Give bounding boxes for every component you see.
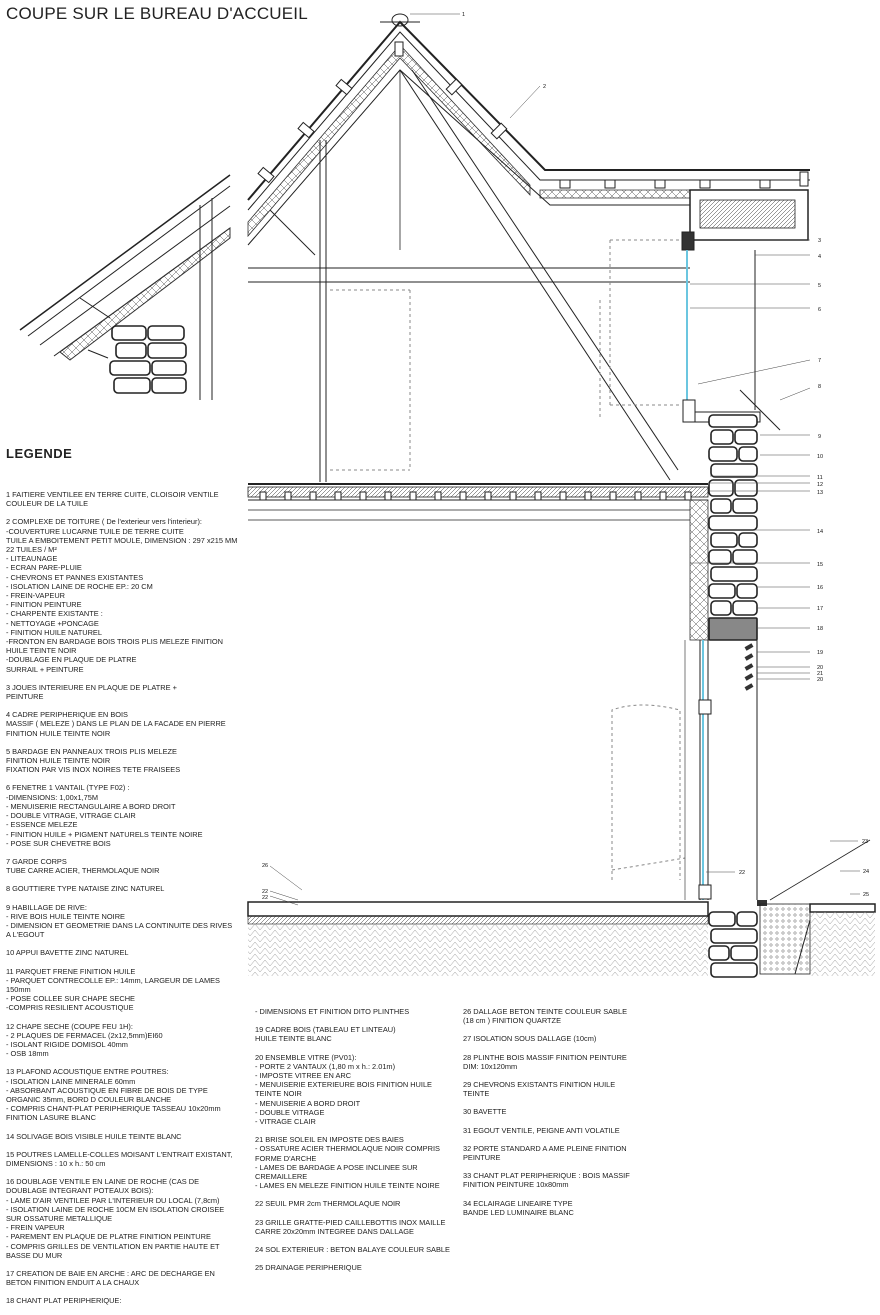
legend-item: 4 CADRE PERIPHERIQUE EN BOIS MASSIF ( MELEZE ) DANS LE PLAN DE LA FACADE EN PIERRE FINITION HUILE TEINTE NOIR [6,710,226,738]
callout-26: 26 [262,863,269,869]
callout-20a: 20 [817,665,824,671]
callout-15: 15 [817,562,824,568]
legend-item: 11 PARQUET FRENE FINITION HUILE - PARQUET CONTRECOLLE EP.: 14mm, LARGEUR DE LAMES 150mm - POSE COLLEE SUR CHAPE SECHE -COMPRIS RESILIENT ACOUSTIQUE [6,966,220,1013]
legend-item: 23 GRILLE GRATTE-PIED CAILLEBOTTIS INOX MAILLE CARRE 20x20mm INTEGREE DANS DALLAGE [255,1217,446,1236]
legend-item: 30 BAVETTE [463,1107,507,1117]
stone-wall-left [110,326,186,393]
callout-8: 8 [818,384,822,390]
legend-item: 5 BARDAGE EN PANNEAUX TROIS PLIS MELEZE FINITION HUILE TEINTE NOIR FIXATION PAR VIS INOX NOIRES TETE FRAISEES [6,746,181,775]
callout-17: 17 [817,606,824,612]
callout-19: 19 [817,650,824,656]
wall-lining [690,500,708,640]
ground-glazing [612,640,757,900]
leader-lines [270,14,860,905]
legend-item: - DIMENSIONS ET FINITION DITO PLINTHES [255,1007,410,1016]
legend-item: 13 PLAFOND ACOUSTIQUE ENTRE POUTRES: - ISOLATION LAINE MINERALE 60mm - ABSORBANT ACOUSTIQUE EN FIBRE DE BOIS DE TYPE ORGANIC 35mm, BORD D COULEUR BLANCHE - COMPRIS CHANT-PLAT PERIPHERIQUE TASSEAU 10x20mm FINITION LASURE BLANC [6,1067,221,1123]
callout-20b: 20 [817,677,824,683]
callout-25: 25 [863,892,870,898]
callout-7: 7 [818,358,822,364]
legend-item: 31 EGOUT VENTILE, PEIGNE ANTI VOLATILE [463,1125,620,1135]
legend-item: 12 CHAPE SECHE (COUPE FEU 1H): - 2 PLAQUES DE FERMACEL (2x12,5mm)EI60 - ISOLANT RIGIDE DOMISOL 40mm - OSB 18mm [6,1021,163,1059]
callout-9: 9 [818,434,822,440]
legend-item: 26 DALLAGE BETON TEINTE COULEUR SABLE (18 cm ) FINITION QUARTZE [463,1007,628,1026]
legend-column-3 [463,1007,633,1226]
legend-item: 27 ISOLATION SOUS DALLAGE (10cm) [463,1034,597,1044]
legend-item: 7 GARDE CORPS TUBE CARRE ACIER, THERMOLAQUE NOIR [6,856,160,876]
legend-item: 10 APPUI BAVETTE ZINC NATUREL [6,948,129,958]
legend-item: 2 COMPLEXE DE TOITURE ( De l'exterieur vers l'interieur): -COUVERTURE LUCARNE TUILE DE TERRE CUITE TUILE A EMBOITEMENT PETIT MOULE, DIMENSION : 297 x215 MM 22 TUILES / M² - LITEAUNAGE - ECRAN PARE-PLUIE - CHEVRONS ET PANNES EXISTANTES - ISOLATION LAINE DE ROCHE EP.: 20 CM - FREIN-VAPEUR - FINITION PEINTURE - CHARPENTE EXISTANTE : - NETTOYAGE +PONCAGE - FINITION HUILE NATUREL -FRONTON EN BARDAGE BOIS TROIS PLIS MELEZE FINITION HUILE TEINTE NOIR -DOUBLAGE EN PLAQUE DE PLATRE SURRAIL + PEINTURE [6,517,238,674]
callout-2: 2 [543,84,547,90]
callout-5: 5 [818,283,822,289]
legend-item: 24 SOL EXTERIEUR : BETON BALAYE COULEUR SABLE [255,1245,450,1255]
callout-4: 4 [818,254,822,260]
legend-item: 20 ENSEMBLE VITRE (PV01): - PORTE 2 VANTAUX (1,80 m x h.: 2.01m) - IMPOSTE VITREE EN ARC - MENUISERIE EXTERIEURE BOIS FINITION HUILE TEINTE NOIR - MENUISERIE A BORD DROIT - DOUBLE VITRAGE - VITRAGE CLAIR [255,1052,432,1127]
legend-item: 17 CREATION DE BAIE EN ARCHE : ARC DE DECHARGE EN BETON FINITION ENDUIT A LA CHAUX [6,1269,215,1288]
legend-item: 18 CHANT PLAT PERIPHERIQUE: [6,1296,122,1306]
legend-item: 33 CHANT PLAT PERIPHERIQUE : BOIS MASSIF FINITION PEINTURE 10x80mm [463,1171,630,1190]
callout-23: 23 [862,839,869,845]
legend-item: 8 GOUTTIERE TYPE NATAISE ZINC NATUREL [6,884,165,894]
legend-item: 32 PORTE STANDARD A AME PLEINE FINITION PEINTURE [463,1143,627,1163]
main-roof [248,14,810,250]
legend-item: 9 HABILLAGE DE RIVE: - RIVE BOIS HUILE TEINTE NOIRE - DIMENSION ET GEOMETRIE DANS LA CONTINUITE DES RIVES A L'EGOUT [6,902,233,940]
legend-item: 1 FAITIERE VENTILEE EN TERRE CUITE, CLOISOIR VENTILE COULEUR DE LA TUILE [6,490,219,509]
legend-item: 3 JOUES INTERIEURE EN PLAQUE DE PLATRE + PEINTURE [6,682,177,702]
callout-22c: 22 [262,895,269,901]
callout-22b: 22 [262,889,269,895]
ground-slab [248,840,875,976]
legend-item: 22 SEUIL PMR 2cm THERMOLAQUE NOIR [255,1199,401,1209]
legend-item: 19 CADRE BOIS (TABLEAU ET LINTEAU) HUILE TEINTE BLANC [255,1025,396,1044]
legend-item: 25 DRAINAGE PERIPHERIQUE [255,1263,362,1273]
legend-item: 29 CHEVRONS EXISTANTS FINITION HUILE TEINTE [463,1080,616,1099]
legend-item: 6 FENETRE 1 VANTAIL (TYPE F02) : -DIMENSIONS: 1,00x1,75M - MENUISERIE RECTANGULAIRE A BORD DROIT - DOUBLE VITRAGE, VITRAGE CLAIR - ESSENCE MELEZE - FINITION HUILE + PIGMENT NATURELS TEINTE NOIRE - POSE SUR CHEVETRE BOIS [6,783,203,848]
callout-11: 11 [817,475,823,481]
callout-10: 10 [817,454,824,460]
legend-item: 15 POUTRES LAMELLE-COLLES MOISANT L'ENTRAIT EXISTANT, DIMENSIONS : 10 x h.: 50 cm [6,1149,233,1168]
callout-21: 21 [817,671,824,677]
callout-22a: 22 [739,870,746,876]
legend-item: 21 BRISE SOLEIL EN IMPOSTE DES BAIES - OSSATURE ACIER THERMOLAQUE NOIR COMPRIS FORME D'ARCHE - LAMES DE BARDAGE A POSE INCLINEE SUR CREMAILLERE - LAMES EN MELEZE FINITION HUILE TEINTE NOIRE [255,1135,440,1191]
callout-18: 18 [817,626,824,632]
legend-column-2 [255,1007,455,1281]
legend-title: LEGENDE [6,446,73,461]
callout-14: 14 [817,529,824,535]
stone-foundation [709,912,757,977]
legend-column-1 [6,490,238,1315]
legend-item: 14 SOLIVAGE BOIS VISIBLE HUILE TEINTE BLANC [6,1131,182,1141]
eave-detail [20,175,230,400]
drawing-title: COUPE SUR LE BUREAU D'ACCUEIL [6,4,308,23]
callout-6: 6 [818,307,822,313]
callout-1: 1 [462,12,466,18]
legend-item: 16 DOUBLAGE VENTILE EN LAINE DE ROCHE (CAS DE DOUBLAGE INTEGRANT POTEAUX BOIS): - LAME D'AIR VENTILEE PAR L'INTERIEUR DU LOCAL (7,8cm) - ISOLATION LAINE DE ROCHE 10CM EN ISOLATION CROISEE SUR OSSATURE METALLIQUE - FREIN VAPEUR - PAREMENT EN PLAQUE DE PLATRE FINITION PEINTURE - COMPRIS GRILLES DE VENTILATION EN PARTIE HAUTE ET BASSE DU MUR [6,1177,225,1260]
callout-16: 16 [817,585,824,591]
callout-24: 24 [863,869,870,875]
callout-3: 3 [818,238,822,244]
stone-wall-right [709,415,757,640]
callout-13: 13 [817,490,824,496]
floor-slab [248,484,708,520]
callout-12: 12 [817,482,824,488]
legend-item: 28 PLINTHE BOIS MASSIF FINITION PEINTURE DIM: 10x120mm [463,1052,627,1071]
legend-item: 34 ECLAIRAGE LINEAIRE TYPE BANDE LED LUMINAIRE BLANC [463,1198,574,1217]
callout-labels [262,12,869,901]
